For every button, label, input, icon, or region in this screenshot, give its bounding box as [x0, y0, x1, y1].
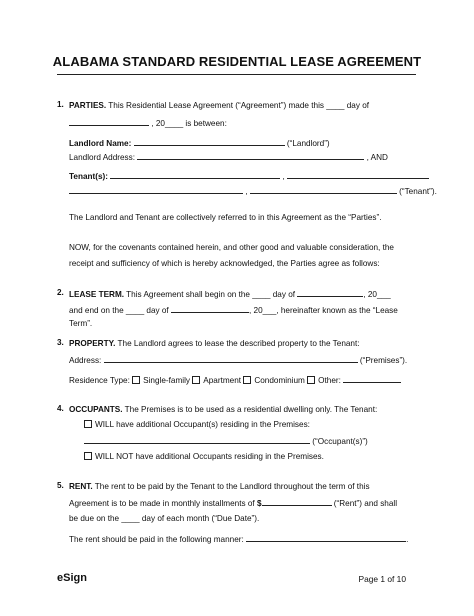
will-not-have-occupants-label: WILL NOT have additional Occupants residing in the Premises.: [95, 452, 324, 461]
landlord-name-line: [69, 137, 330, 149]
rent-line-2: [69, 497, 397, 509]
esign-logo: eSign: [57, 572, 87, 584]
rent-manner-period: .: [406, 535, 409, 544]
landlord-address-label: Landlord Address:: [69, 153, 135, 162]
lease-term-line-1: [69, 288, 391, 300]
parties-paragraph: The Landlord and Tenant are collectively referred to in this Agreement as the “Parties”.: [69, 213, 382, 222]
rent-dollar-sign: $: [256, 499, 262, 508]
premises-tag: (“Premises”).: [359, 356, 408, 365]
page-number: Page 1 of 10: [358, 574, 406, 584]
title-divider: [57, 74, 416, 75]
property-intro-text: The Landlord agrees to lease the described property to the Tenant:: [115, 339, 360, 348]
landlord-address-field[interactable]: [137, 151, 364, 160]
lease-end-month-field[interactable]: [171, 304, 249, 313]
tenant-2-field[interactable]: [287, 170, 429, 179]
will-not-have-occupants-checkbox[interactable]: [84, 452, 92, 460]
tenants-line-2: [69, 185, 437, 197]
lease-start-month-field[interactable]: [297, 288, 363, 297]
other-label: Other:: [318, 376, 341, 385]
landlord-name-field[interactable]: [134, 137, 285, 146]
occupants-names-line: [84, 435, 368, 447]
property-address-line: [69, 354, 407, 366]
tenant-4-field[interactable]: [250, 185, 397, 194]
agreement-date-line: [69, 117, 227, 129]
landlord-tag: (“Landlord”): [286, 139, 330, 148]
section-3-number: 3.: [57, 338, 64, 347]
will-have-occupants-label: WILL have additional Occupant(s) residing in the Premises:: [95, 420, 310, 429]
landlord-name-label: Landlord Name:: [69, 139, 132, 148]
lease-term-line-2: [69, 304, 398, 316]
will-have-occupants-checkbox[interactable]: [84, 420, 92, 428]
property-address-label: Address:: [69, 356, 102, 365]
section-1-heading: PARTIES.: [69, 101, 107, 110]
section-2-heading: LEASE TERM.: [69, 290, 125, 299]
occupants-will-line: [84, 419, 310, 430]
rent-manner-text: The rent should be paid in the following manner:: [69, 535, 244, 544]
tenant-tag: (“Tenant”).: [399, 187, 437, 196]
tenants-label: Tenant(s):: [69, 172, 108, 181]
occupants-intro-text: The Premises is to be used as a residential dwelling only. The Tenant:: [122, 405, 378, 414]
section-1-intro-text: This Residential Lease Agreement (“Agreement”) made this ____ day of: [106, 101, 370, 110]
lease-end-year-text: , 20___, hereinafter known as the “Lease: [248, 306, 398, 315]
apartment-checkbox[interactable]: [192, 376, 200, 384]
agreement-date-field[interactable]: [69, 117, 149, 126]
tenant-3-field[interactable]: [69, 185, 243, 194]
section-1-number: 1.: [57, 100, 64, 109]
residence-type-label: Residence Type:: [69, 376, 130, 385]
lease-start-year: , 20___: [363, 290, 391, 299]
occupants-line-1: [69, 404, 377, 415]
section-4-number: 4.: [57, 404, 64, 413]
single-family-checkbox[interactable]: [132, 376, 140, 384]
rent-installments-text: Agreement is to be made in monthly installments of: [69, 499, 257, 508]
document-title: ALABAMA STANDARD RESIDENTIAL LEASE AGREEMENT: [52, 54, 422, 69]
agreement-date-tail: , 20____ is between:: [151, 119, 227, 128]
occupants-tag: (“Occupant(s)”): [312, 437, 368, 446]
rent-due-line: be due on the ____ day of each month (“Due Date”).: [69, 514, 260, 523]
rent-amount-field[interactable]: [262, 497, 332, 506]
section-4-heading: OCCUPANTS.: [69, 405, 123, 414]
section-1-intro: [69, 100, 369, 111]
lease-term-line-3: Term”.: [69, 319, 93, 328]
other-checkbox[interactable]: [307, 376, 315, 384]
section-5-heading: RENT.: [69, 482, 93, 491]
property-line-1: [69, 338, 360, 349]
rent-manner-field[interactable]: [246, 533, 409, 544]
landlord-address-line: [69, 151, 388, 163]
rent-line-1: [69, 481, 370, 492]
covenants-paragraph-2: receipt and sufficiency of which is hereby acknowledged, the Parties agree as follows:: [69, 259, 380, 268]
tenant-separator: ,: [282, 172, 285, 181]
condominium-checkbox[interactable]: [243, 376, 251, 384]
occupants-names-field[interactable]: [84, 435, 310, 444]
property-address-field[interactable]: [104, 354, 358, 363]
tenant-1-field[interactable]: [110, 170, 280, 179]
condominium-label: Condominium: [254, 376, 305, 385]
rent-intro-text: The rent to be paid by the Tenant to the Landlord throughout the term of this: [92, 482, 370, 491]
section-2-number: 2.: [57, 288, 64, 297]
section-3-heading: PROPERTY.: [69, 339, 116, 348]
rent-tag-text: (“Rent”) and shall: [331, 499, 398, 508]
section-5-number: 5.: [57, 481, 64, 490]
rent-manner-line: [69, 533, 408, 545]
covenants-paragraph-1: NOW, for the covenants contained herein, and other good and valuable consideration, the: [69, 243, 394, 252]
landlord-address-tail: , AND: [366, 153, 388, 162]
lease-term-start-text: This Agreement shall begin on the ____ day of: [124, 290, 296, 299]
tenant-separator: ,: [245, 187, 248, 196]
lease-term-end-text: and end on the ____ day of: [69, 306, 169, 315]
apartment-label: Apartment: [203, 376, 242, 385]
occupants-will-not-line: [84, 451, 324, 462]
other-residence-field[interactable]: [343, 374, 401, 383]
tenants-line-1: [69, 170, 429, 182]
residence-type-line: [69, 374, 401, 386]
single-family-label: Single-family: [143, 376, 190, 385]
